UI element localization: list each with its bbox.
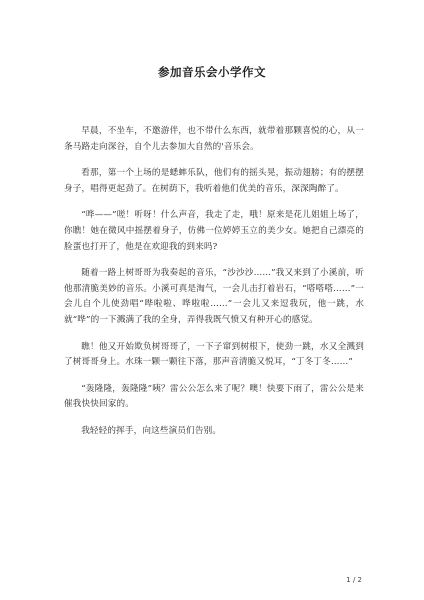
paragraph: 瞧！他又开始欺负树哥哥了，一下子窜到树根下，使劲一跳，水又全溅到了树哥哥身上。水珠一颗一颗往下落，那声音清脆又悦耳，“丁冬丁冬……” bbox=[64, 341, 364, 368]
paragraph: “哗——”嗟！听呀！什么声音，我走了走，哦！原来是花儿姐姐上场了，你瞧！她在微风中摇摆着身子，仿佛一位婷婷玉立的美少女。她把自己漂亮的脸蛋也打开了，他是在欢迎我的到来吗? bbox=[64, 210, 364, 252]
paragraph: 随着一路上树哥哥为我奏起的音乐，“沙沙沙……”我又来到了小溪前，听他那清脆美妙的音乐。小溪可真是淘气，一会儿击打着岩石，“嗒嗒嗒……”一会儿自个儿使劲唱“哗啦啦、哗啦啦……”一会儿又来逗我玩，他一跳，水就“哗”的一下溅满了我的全身，弄得我既气愤又有种开心的感觉。 bbox=[64, 268, 364, 325]
paragraph: “轰隆隆，轰隆隆”咦？雷公公怎么来了呢？噢！快要下雨了，雷公公是来催我快快回家的。 bbox=[64, 383, 364, 410]
paragraph: 早晨，不坐车，不邀游伴，也不带什么东西，就带着那颗喜悦的心，从一条马路走向深谷，自个儿去参加大自然的'音乐会。 bbox=[64, 126, 364, 152]
page-number: 1 / 2 bbox=[346, 576, 362, 584]
document-title: 参加音乐会小学作文 bbox=[158, 65, 266, 79]
paragraph: 看那，第一个上场的是蟋蟀乐队，他们有的摇头晃，振动翅膀；有的摆摆身子，唱得更起劲了。在树荫下，我听着他们优美的音乐，深深陶醉了。 bbox=[64, 168, 364, 194]
document-body bbox=[64, 124, 364, 451]
paragraph: 我轻轻的挥手，向这些演员们告别。 bbox=[81, 425, 222, 436]
